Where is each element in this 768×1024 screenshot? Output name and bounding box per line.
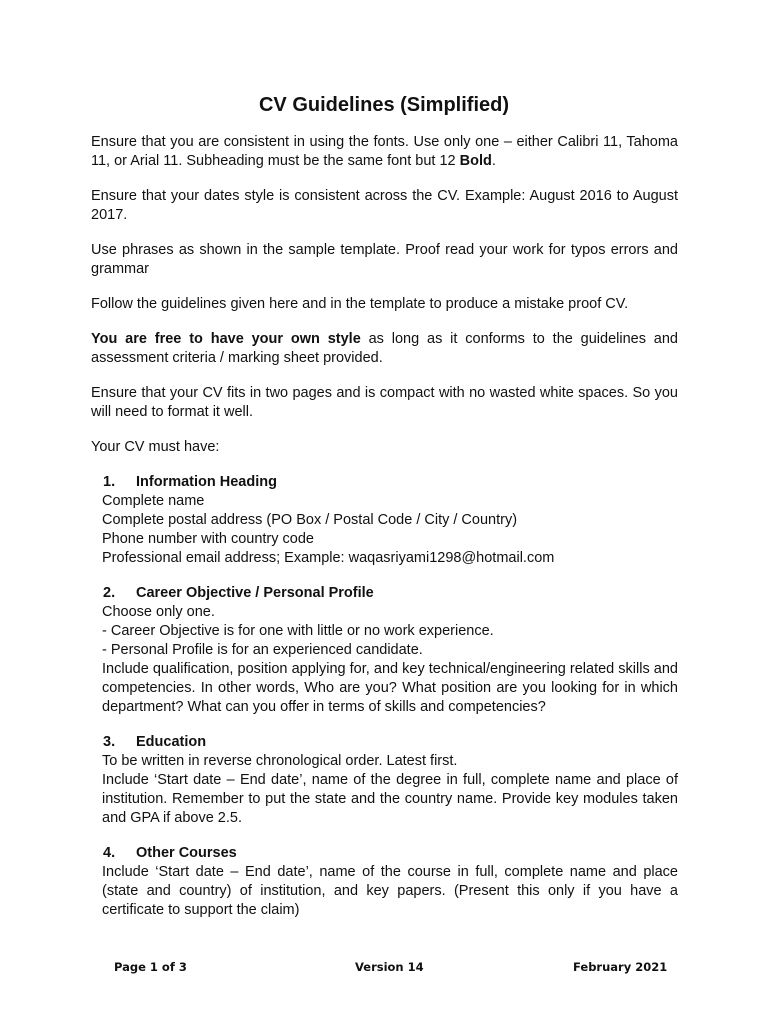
section-other-courses [91, 844, 678, 920]
section-number: 1. [103, 474, 116, 490]
footer-page-number: Page 1 of 3 [114, 960, 187, 974]
page-footer [0, 960, 768, 980]
section-heading [91, 473, 678, 492]
section-title: Career Objective / Personal Profile [136, 585, 374, 601]
section-line: Complete postal address (PO Box / Postal Code / City / Country) [102, 512, 518, 528]
section-line: Choose only one. [102, 604, 215, 620]
intro-paragraph-style [91, 330, 678, 368]
document-body [91, 133, 678, 920]
fonts-text: Ensure that you are consistent in using the fonts. Use only one – either Calibri 11, Tahoma 11, or Arial 11. Subheading must be the same font but 12 [91, 134, 678, 169]
footer-version: Version 14 [355, 960, 424, 974]
section-heading [91, 844, 678, 863]
section-number: 4. [103, 845, 116, 861]
intro-paragraph-dates: Ensure that your dates style is consistent across the CV. Example: August 2016 to August 2017. [91, 188, 678, 223]
section-number: 3. [103, 734, 116, 750]
section-line: - Personal Profile is for an experienced candidate. [102, 642, 423, 658]
intro-paragraph-follow: Follow the guidelines given here and in the template to produce a mistake proof CV. [91, 296, 629, 312]
section-line: - Career Objective is for one with little or no work experience. [102, 623, 494, 639]
section-career-objective [91, 584, 678, 717]
section-line: To be written in reverse chronological order. Latest first. [102, 753, 458, 769]
style-bold-text: You are free to have your own style [91, 331, 361, 347]
section-education [91, 733, 678, 828]
section-line: Include ‘Start date – End date’, name of the course in full, complete name and place (state and country) of institution, and key papers. (Present this only if you have a certificate to support the claim) [102, 864, 678, 918]
section-line: Phone number with country code [102, 531, 314, 547]
intro-paragraph-must-have: Your CV must have: [91, 439, 220, 455]
section-heading [91, 584, 678, 603]
intro-paragraph-phrases: Use phrases as shown in the sample template. Proof read your work for typos errors and grammar [91, 242, 678, 277]
intro-paragraph-fonts [91, 133, 678, 171]
section-number: 2. [103, 585, 116, 601]
section-title: Education [136, 734, 207, 750]
section-line: Complete name [102, 493, 205, 509]
document-title: CV Guidelines (Simplified) [258, 94, 510, 116]
section-line: Professional email address; Example: waqasriyami1298@hotmail.com [102, 550, 555, 566]
footer-date: February 2021 [573, 960, 668, 974]
style-rest-text: as long as it conforms to the guidelines and assessment criteria / marking sheet provided. [91, 331, 678, 366]
intro-paragraph-pages: Ensure that your CV fits in two pages and is compact with no wasted white spaces. So you will need to format it well. [91, 385, 678, 420]
period: . [491, 153, 496, 169]
section-title: Other Courses [136, 845, 237, 861]
section-heading [91, 733, 678, 752]
section-line: Include ‘Start date – End date’, name of the degree in full, complete name and place of institution. Remember to put the state and the country name. Provide key modules taken and GPA if above 2.5. [102, 772, 678, 826]
section-information-heading [91, 473, 678, 568]
bold-word: Bold [459, 153, 492, 169]
section-title: Information Heading [136, 474, 277, 490]
section-line: Include qualification, position applying for, and key technical/engineering related skills and competencies. In other words, Who are you? What position are you looking for in which department? What can you offer in terms of skills and competencies? [102, 661, 678, 715]
